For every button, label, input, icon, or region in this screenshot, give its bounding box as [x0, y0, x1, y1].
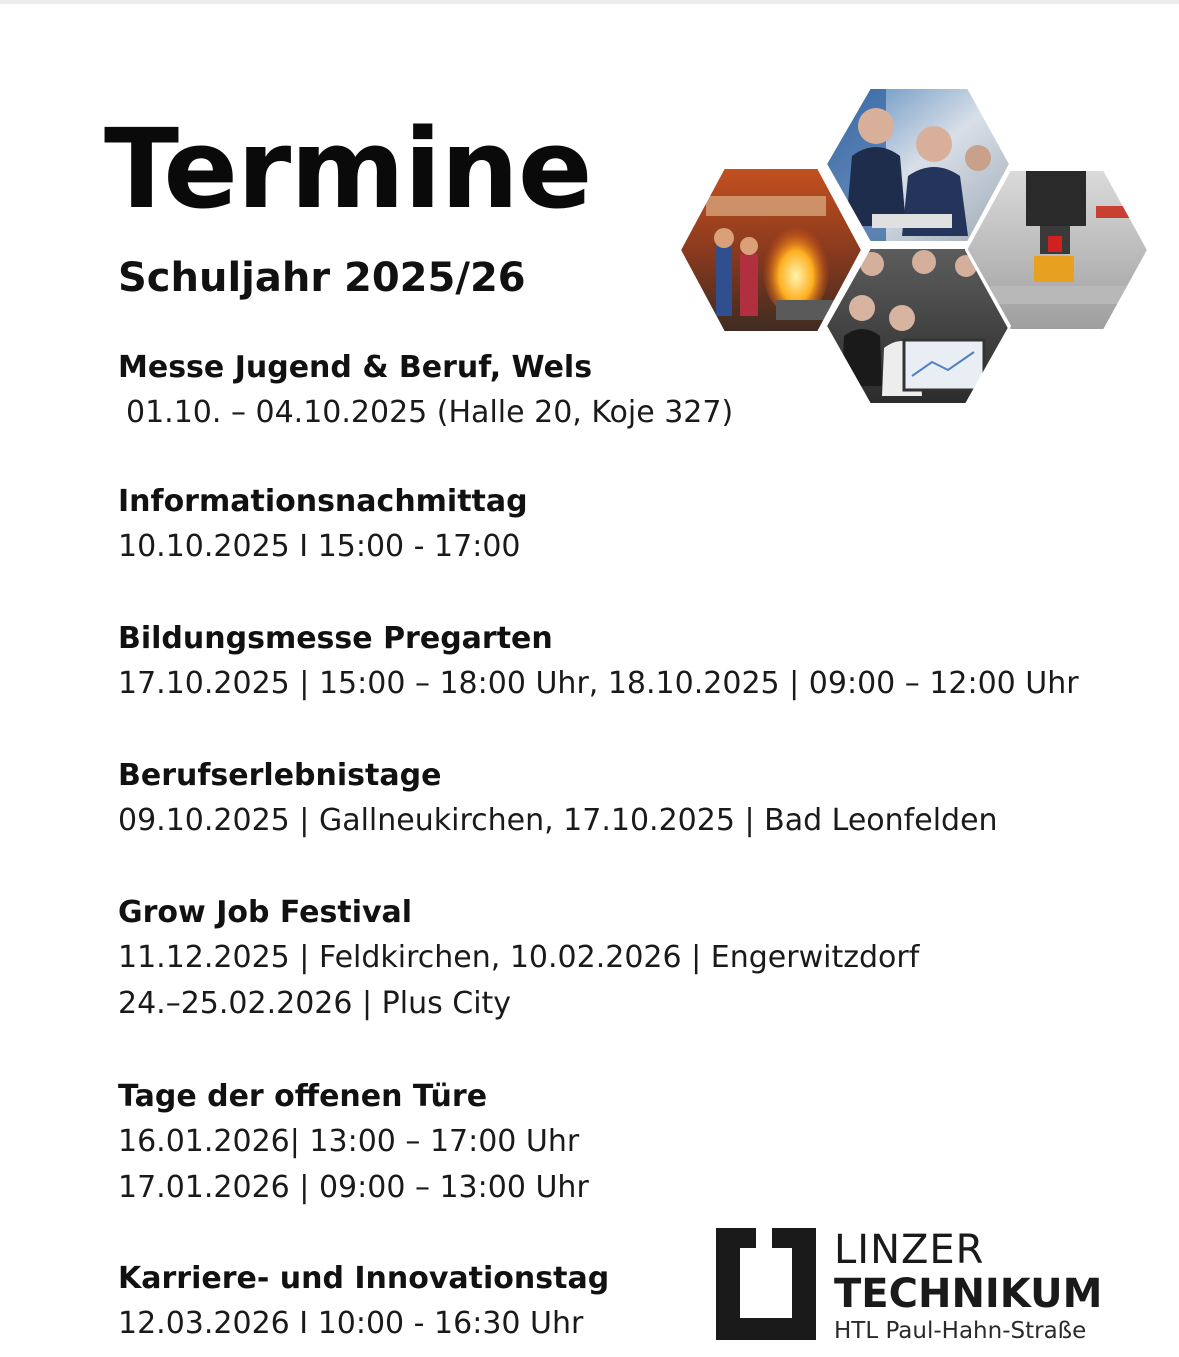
event-title: Grow Job Festival — [118, 895, 413, 930]
event-title: Messe Jugend & Beruf, Wels — [118, 350, 593, 385]
event-title: Informationsnachmittag — [118, 484, 528, 519]
top-divider — [0, 0, 1179, 4]
event-messe-jugend-beruf — [118, 346, 733, 436]
event-berufserlebnistage — [118, 754, 998, 844]
event-karriere-innovationstag — [118, 1257, 609, 1347]
event-bildungsmesse-pregarten — [118, 617, 1079, 707]
event-date: 24.–25.02.2026 | Plus City — [118, 986, 512, 1021]
logo-text — [834, 1228, 1102, 1346]
page-subtitle: Schuljahr 2025/26 — [118, 255, 526, 301]
event-title: Karriere- und Innovationstag — [118, 1261, 610, 1296]
event-tage-der-offenen-tuere — [118, 1075, 589, 1211]
logo-line-htl: HTL Paul-Hahn-Straße — [834, 1318, 1087, 1344]
event-date: 16.01.2026| 13:00 – 17:00 Uhr — [118, 1124, 580, 1159]
event-date: 12.03.2026 I 10:00 - 16:30 Uhr — [118, 1306, 584, 1341]
logo-line-technikum: TECHNIKUM — [834, 1271, 1103, 1317]
logo-mark-icon — [716, 1228, 816, 1340]
event-title: Berufserlebnistage — [118, 758, 442, 793]
event-informationsnachmittag — [118, 480, 528, 570]
event-date: 17.01.2026 | 09:00 – 13:00 Uhr — [118, 1170, 589, 1205]
event-title: Tage der offenen Türe — [118, 1079, 488, 1114]
event-date: 01.10. – 04.10.2025 (Halle 20, Koje 327) — [126, 395, 734, 430]
event-date: 09.10.2025 | Gallneukirchen, 17.10.2025 | Bad Leonfelden — [118, 803, 998, 838]
linzer-technikum-logo — [716, 1228, 1116, 1344]
photo-collage — [676, 86, 1156, 408]
logo-line-linzer: LINZER — [834, 1227, 985, 1273]
event-date: 11.12.2025 | Feldkirchen, 10.02.2026 | Engerwitzdorf — [118, 940, 920, 975]
event-grow-job-festival — [118, 891, 919, 1027]
page-title: Termine — [104, 105, 592, 233]
event-title: Bildungsmesse Pregarten — [118, 621, 553, 656]
event-date: 10.10.2025 I 15:00 - 17:00 — [118, 529, 521, 564]
event-date: 17.10.2025 | 15:00 – 18:00 Uhr, 18.10.2025 | 09:00 – 12:00 Uhr — [118, 666, 1079, 701]
